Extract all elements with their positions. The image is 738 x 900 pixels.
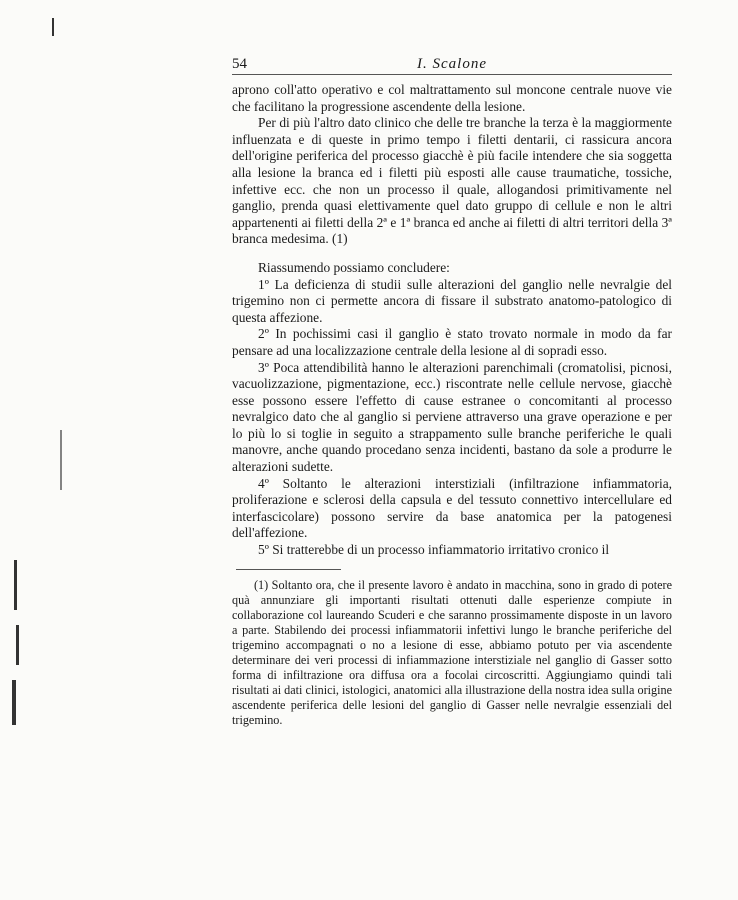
footnote-text: (1) Soltanto ora, che il presente lavoro è andato in macchina, sono in grado di potere quà annunziare gli importanti risultati ottenuti dalle esperienze compiute in collaborazione col laureando Scuderi e che saranno prossimamente disposte in un lavoro a parte. Stabilendo dei processi infiammatorii infettivi lungo le branche periferiche del trigemino accompagnati o no a lesione di esse, abbiamo potuto per via ascendente determinare dei veri processi di infiammazione interstiziale nel ganglio di Gasser sotto forma di infiltrazione ora diffusa ora a focolai circoscritti. Aggiungiamo quindi tali risultati ai dati clinici, istologici, anatomici alla illustrazione della nostra idea sulla origine ascendente periferica delle lesioni del ganglio di Gasser nelle nevralgie essenziali del trigemino. xyxy=(232,577,672,728)
page-body xyxy=(232,56,672,729)
main-text xyxy=(232,82,672,559)
page-header xyxy=(232,56,672,76)
scan-mark xyxy=(14,560,17,610)
conclusion-item-3: 3º Poca attendibilità hanno le alterazioni parenchimali (cromatolisi, picnosi, vacuolizzazione, pigmentazione, ecc.) riscontrate nelle cellule nervose, giacchè esse possono essere l'effetto di cause estranee o concomitanti al processo nevralgico dato che al ganglio si perviene attraverso una grave operazione e per lo più lo si toglie in seguito a strappamento sulle branche periferiche le quali manovre, anche quando procedano senza incidenti, bastano da sole a produrre le alterazioni sudette. xyxy=(232,359,672,475)
footnote xyxy=(232,578,672,729)
scan-mark xyxy=(16,625,19,665)
scan-mark xyxy=(12,680,16,725)
running-head: I. Scalone xyxy=(417,56,487,72)
header-rule xyxy=(232,74,672,75)
paragraph-continuation: aprono coll'atto operativo e col maltrattamento sul moncone centrale nuove vie che facilitano la progressione ascendente della lesione. xyxy=(232,82,672,114)
page-number: 54 xyxy=(232,56,247,72)
scan-mark xyxy=(60,430,62,490)
paragraph-conclusion-intro: Riassumendo possiamo concludere: xyxy=(258,259,450,275)
conclusion-item-2: 2º In pochissimi casi il ganglio è stato trovato normale in modo da far pensare ad una localizzazione centrale della lesione al di sopradi esso. xyxy=(232,326,672,358)
conclusion-item-4: 4º Soltanto le alterazioni interstiziali (infiltrazione infiammatoria, proliferazione e sclerosi della capsula e del tessuto connettivo intercellulare ed interfascicolare) possono servire da base anatomica per la patogenesi dell'affezione. xyxy=(232,475,672,541)
footnote-rule xyxy=(236,569,341,570)
paragraph-clinical-data: Per di più l'altro dato clinico che delle tre branche la terza è la maggiormente influenzata e di queste in primo tempo i filetti dentarii, ci rassicura ancora dell'origine periferica del processo giacchè è più facile intendere che sia soggetta alla lesione la branca ed i filetti più esposti alle cause traumatiche, tossiche, infettive ecc. che non un processo il quale, allogandosi primitivamente nel ganglio, prenda quasi elettivamente quel dato gruppo di cellule e non le altri appartenenti ai filetti della 2ª e 1ª branca ed anche ai filetti di altri territori della 3ª branca medesima. (1) xyxy=(232,115,672,247)
conclusion-item-5: 5º Si tratterebbe di un processo infiammatorio irritativo cronico il xyxy=(258,542,610,558)
scan-mark xyxy=(52,18,54,36)
conclusion-item-1: 1º La deficienza di studii sulle alterazioni del ganglio nelle nevralgie del trigemino non ci permette ancora di fissare il substrato anatomo-patologico di questa affezione. xyxy=(232,276,672,325)
